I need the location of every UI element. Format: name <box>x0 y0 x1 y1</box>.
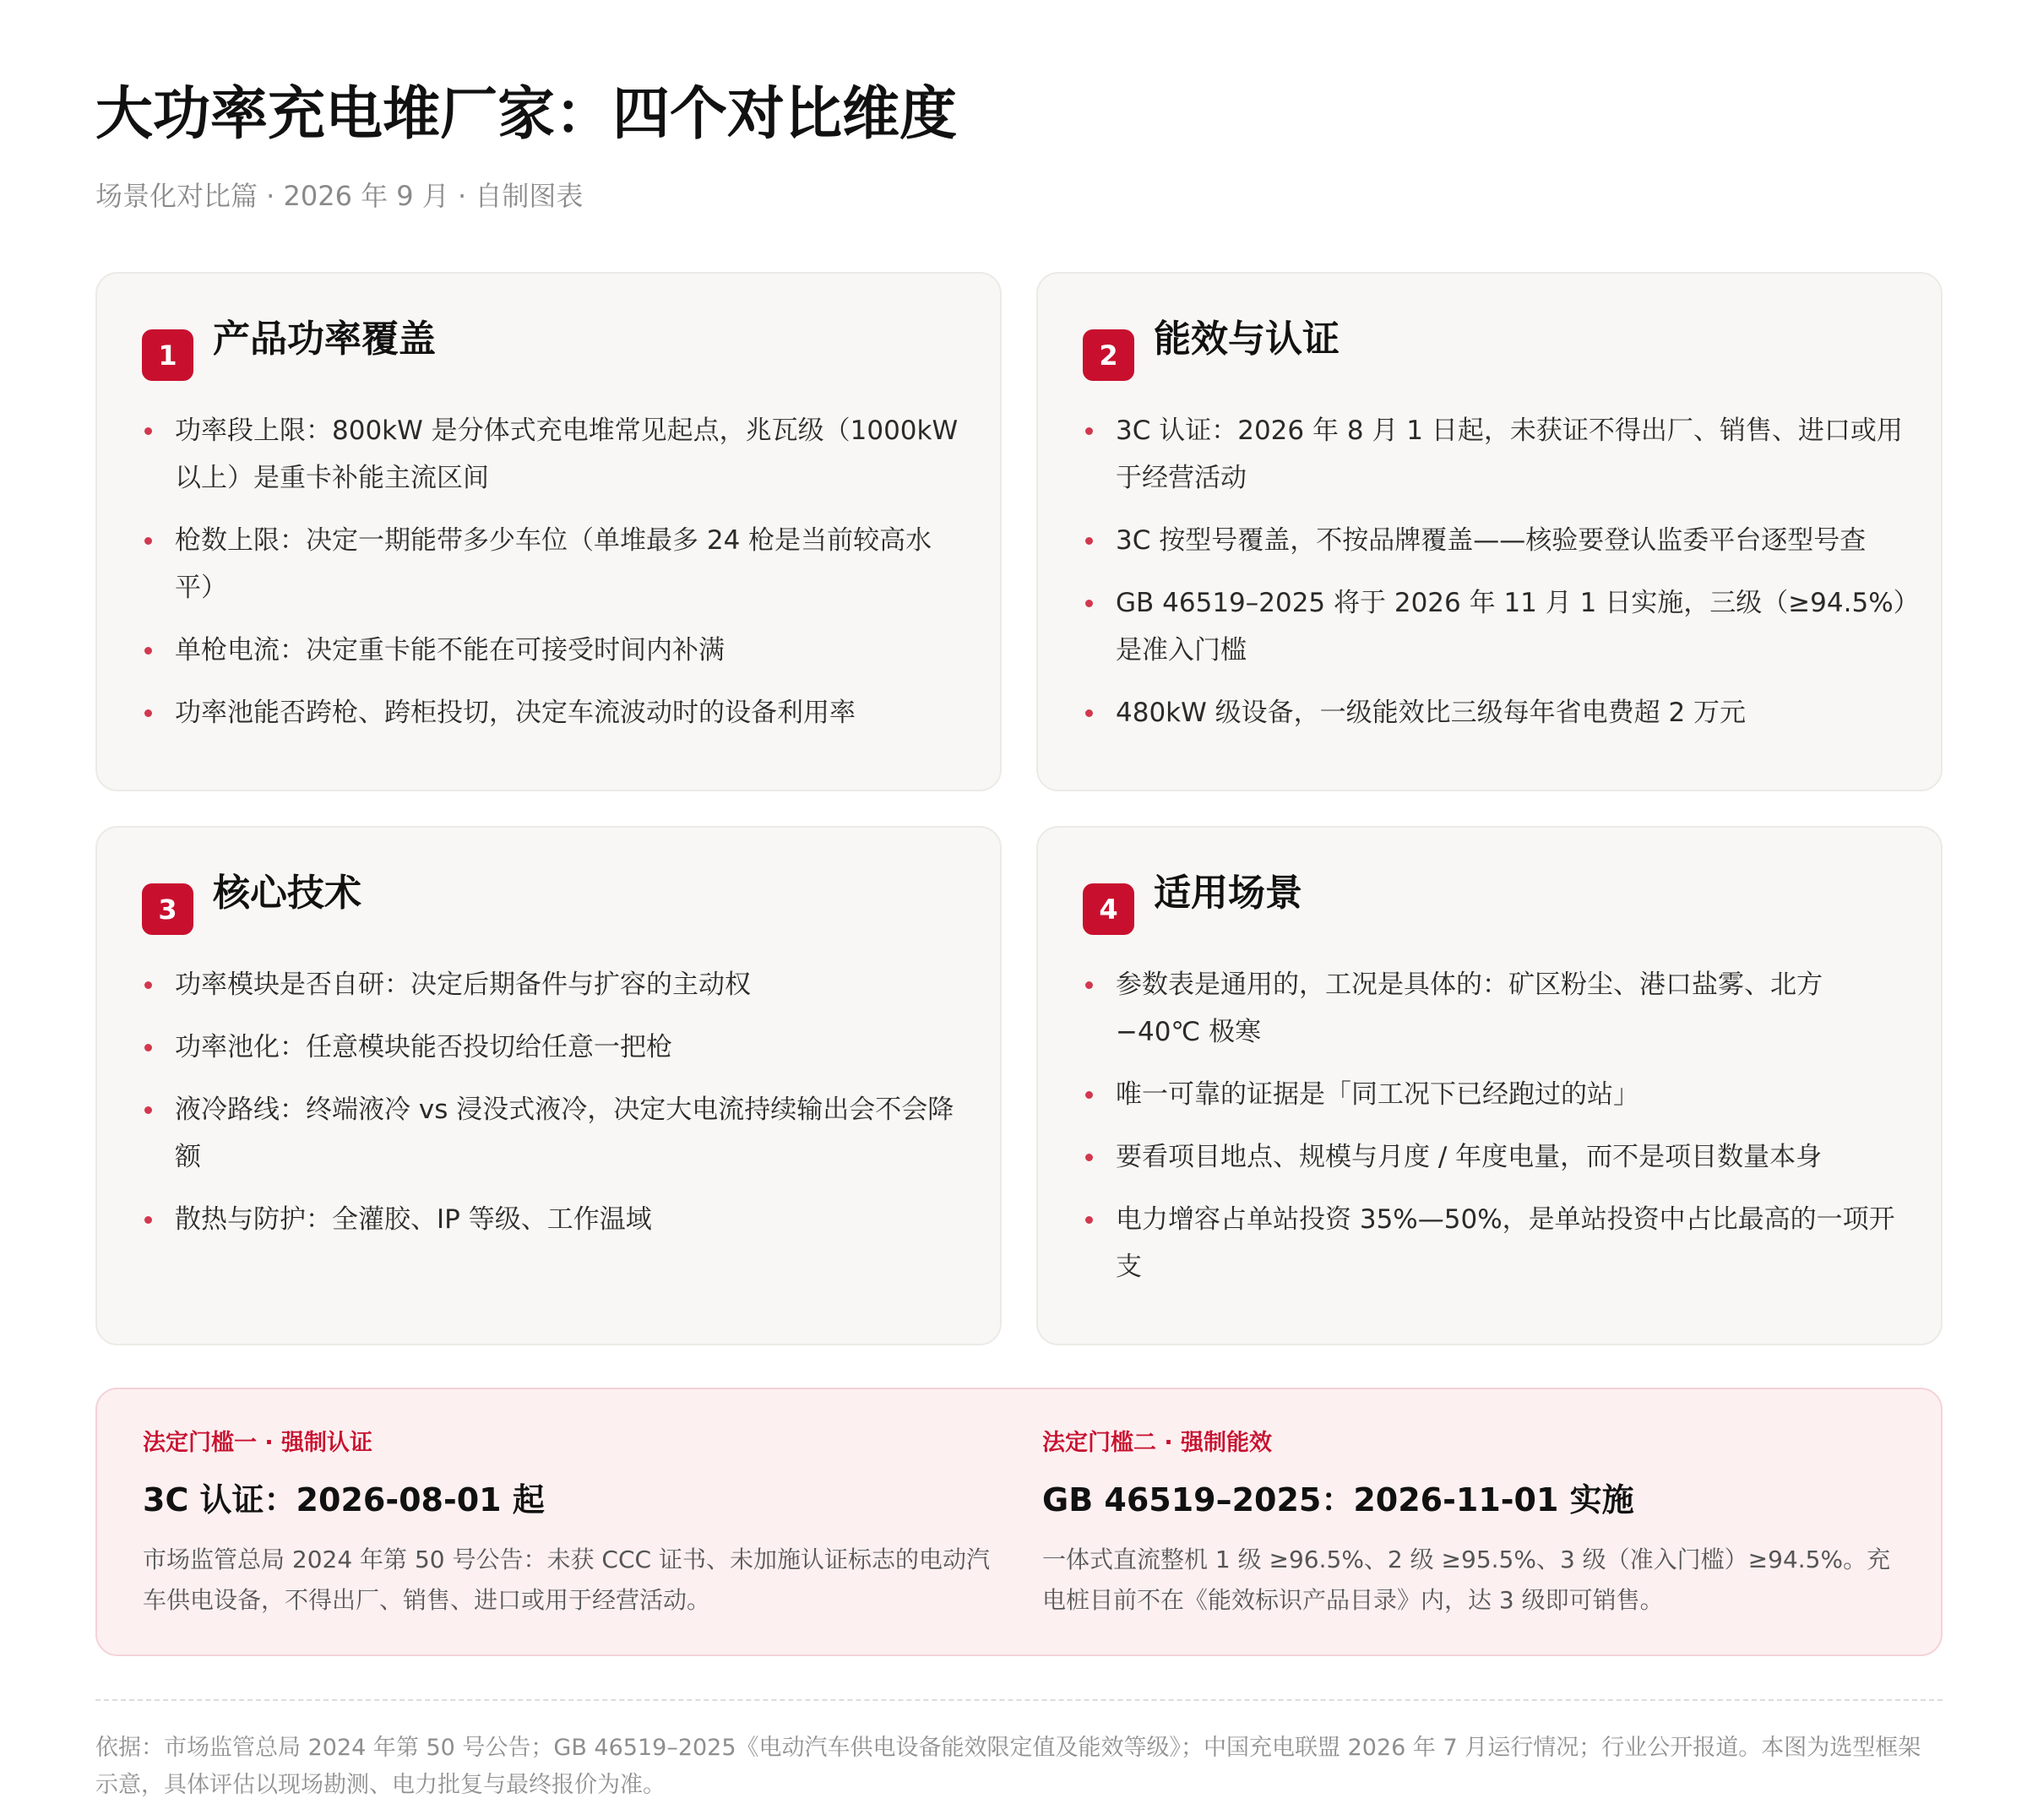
bullet-item: 电力增容占单站投资 35%—50%，是单站投资中占比最高的一项开支 <box>1084 1196 1911 1290</box>
card-application-scenarios <box>1036 826 1943 1345</box>
page-title: 大功率充电堆厂家：四个对比维度 <box>95 81 958 148</box>
card-number-badge: 1 <box>142 329 193 381</box>
bullet-item: 功率池化：任意模块能否投切给任意一把枪 <box>143 1024 970 1071</box>
page-subtitle: 场景化对比篇 · 2026 年 9 月 · 自制图表 <box>95 180 584 212</box>
bullet-item: 散热与防护：全灌胶、IP 等级、工作温域 <box>143 1196 970 1243</box>
bullet-item: 参数表是通用的，工况是具体的：矿区粉尘、港口盐雾、北方 −40℃ 极寒 <box>1084 961 1911 1056</box>
card-power-coverage <box>95 272 1002 791</box>
legal-threshold-ccc <box>143 1428 996 1621</box>
footnote-divider <box>95 1699 1943 1701</box>
bullet-item: 480kW 级设备，一级能效比三级每年省电费超 2 万元 <box>1084 689 1911 736</box>
legal-label: 法定门槛一 · 强制认证 <box>143 1430 373 1456</box>
legal-body: 一体式直流整机 1 级 ≥96.5%、2 级 ≥95.5%、3 级（准入门槛）≥94.5%。充电桩目前不在《能效标识产品目录》内，达 3 级即可销售。 <box>1042 1546 1891 1615</box>
card-efficiency-certification <box>1036 272 1943 791</box>
bullet-item: 功率模块是否自研：决定后期备件与扩容的主动权 <box>143 961 970 1008</box>
bullet-item: 唯一可靠的证据是「同工况下已经跑过的站」 <box>1084 1071 1911 1118</box>
bullet-list <box>143 407 970 752</box>
bullet-item: 要看项目地点、规模与月度 / 年度电量，而不是项目数量本身 <box>1084 1133 1911 1181</box>
legal-label: 法定门槛二 · 强制能效 <box>1042 1430 1273 1456</box>
bullet-item: 3C 认证：2026 年 8 月 1 日起，未获证不得出厂、销售、进口或用于经营活动 <box>1084 407 1911 502</box>
card-number-badge: 4 <box>1083 883 1134 935</box>
bullet-item: 单枪电流：决定重卡能不能在可接受时间内补满 <box>143 627 970 674</box>
card-title: 能效与认证 <box>1154 318 1340 361</box>
card-title: 核心技术 <box>213 872 361 915</box>
legal-body: 市场监管总局 2024 年第 50 号公告：未获 CCC 证书、未加施认证标志的电动汽车供电设备，不得出厂、销售、进口或用于经营活动。 <box>143 1546 990 1615</box>
card-number-badge: 3 <box>142 883 193 935</box>
bullet-list <box>1084 407 1911 752</box>
legal-headline: 3C 认证：2026-08-01 起 <box>143 1481 545 1519</box>
legal-threshold-efficiency <box>1042 1428 1904 1621</box>
bullet-list <box>143 961 970 1258</box>
bullet-item: 功率池能否跨枪、跨柜投切，决定车流波动时的设备利用率 <box>143 689 970 736</box>
card-number-badge: 2 <box>1083 329 1134 381</box>
bullet-item: GB 46519–2025 将于 2026 年 11 月 1 日实施，三级（≥94.5%）是准入门槛 <box>1084 579 1911 674</box>
bullet-item: 3C 按型号覆盖，不按品牌覆盖——核验要登认监委平台逐型号查 <box>1084 517 1911 564</box>
bullet-item: 液冷路线：终端液冷 vs 浸没式液冷，决定大电流持续输出会不会降额 <box>143 1086 970 1181</box>
legal-threshold-panel <box>95 1388 1943 1656</box>
source-footnote: 依据：市场监管总局 2024 年第 50 号公告；GB 46519–2025《电动汽车供电设备能效限定值及能效等级》；中国充电联盟 2026 年 7 月运行情况；行业公开报道。本图为选型框架示意，具体评估以现场勘测、电力批复与最终报价为准。 <box>95 1735 1921 1798</box>
card-core-technology <box>95 826 1002 1345</box>
bullet-list <box>1084 961 1911 1306</box>
legal-headline: GB 46519–2025：2026-11-01 实施 <box>1042 1481 1634 1519</box>
card-title: 产品功率覆盖 <box>213 318 436 361</box>
bullet-item: 功率段上限：800kW 是分体式充电堆常见起点，兆瓦级（1000kW 以上）是重卡补能主流区间 <box>143 407 970 502</box>
card-title: 适用场景 <box>1154 872 1302 915</box>
bullet-item: 枪数上限：决定一期能带多少车位（单堆最多 24 枪是当前较高水平） <box>143 517 970 611</box>
